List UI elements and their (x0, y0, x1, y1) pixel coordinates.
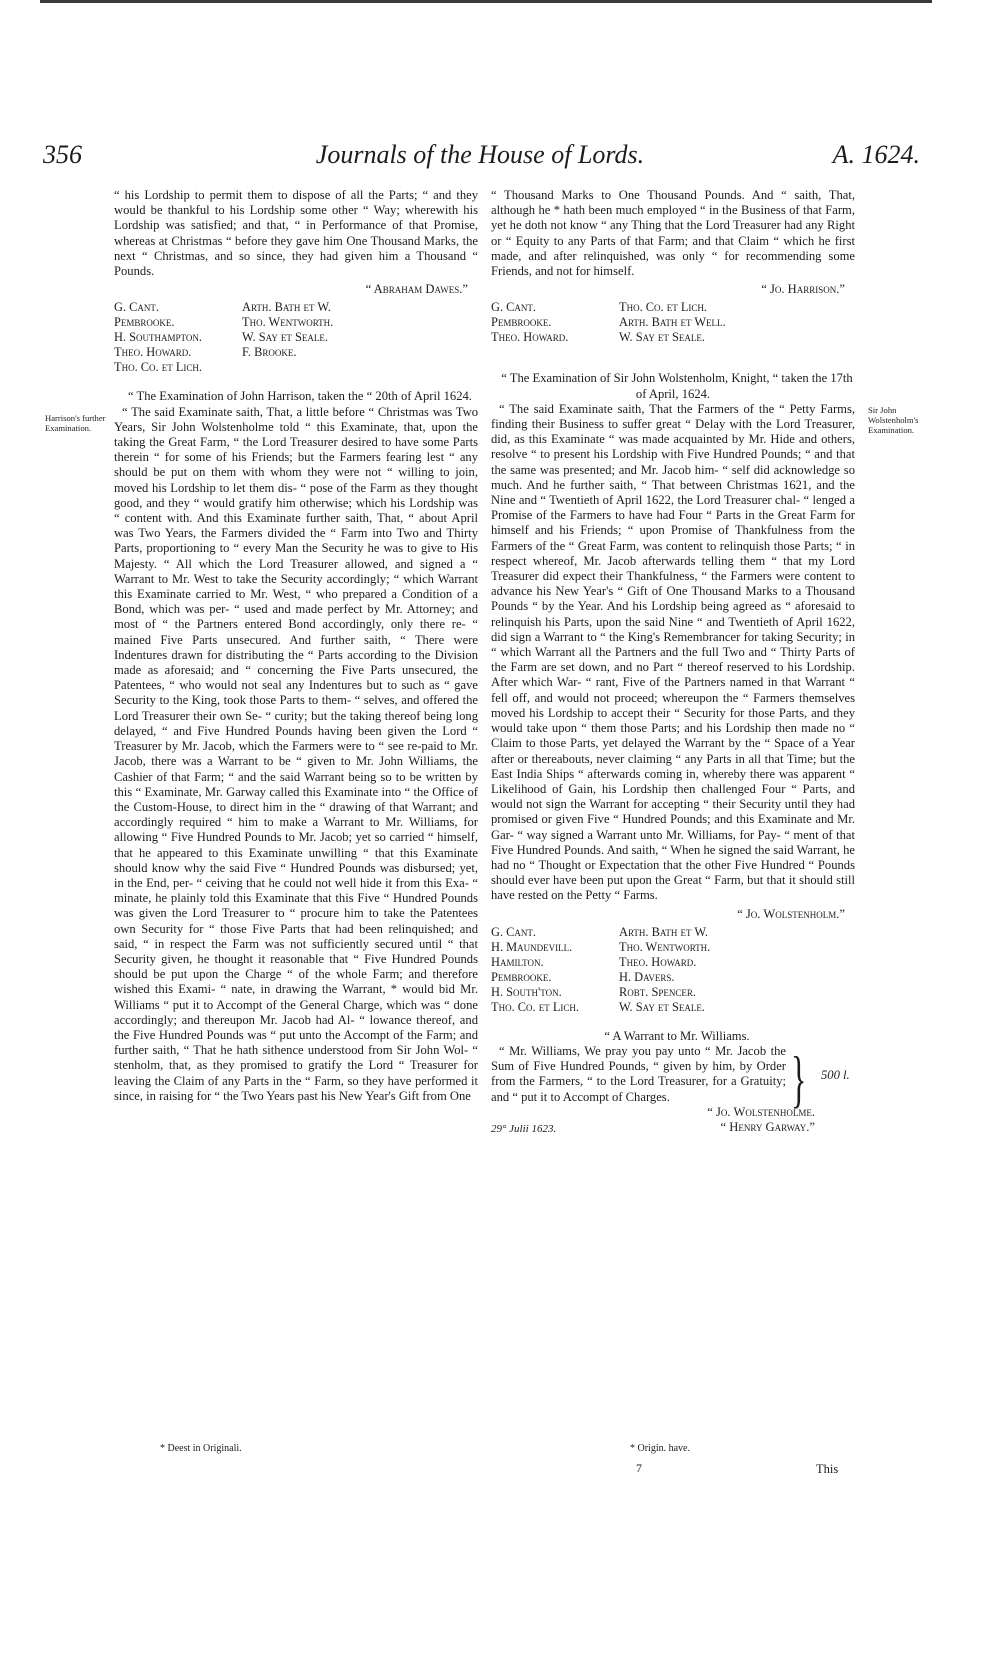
signatory: Tho. Co. et Lich. (619, 300, 707, 315)
signature-wolstenholm: “ Jo. Wolstenholm.” (737, 906, 845, 921)
signatory: Robt. Spencer. (619, 984, 696, 999)
signature-harrison: “ Jo. Harrison.” (761, 282, 845, 297)
top-rule (40, 0, 932, 3)
signatories-left-1 (114, 300, 478, 375)
signature-dawes: “ Abraham Dawes.” (365, 282, 468, 297)
signatories-right-1 (491, 300, 855, 345)
signatory: F. Brooke. (242, 345, 297, 360)
signatory: Theo. Howard. (619, 954, 697, 969)
footnote-left: * Deest in Originali. (160, 1443, 242, 1454)
warrant-signature-2: “ Henry Garway.” (720, 1119, 815, 1134)
warrant-signatures (491, 1105, 855, 1137)
catchword: This (816, 1462, 839, 1476)
signatory: Pembrooke. (114, 315, 175, 330)
warrant-date: 29° Julii 1623. (491, 1122, 557, 1135)
signatory: H. Davers. (619, 969, 675, 984)
harrison-exam-text: “ The said Examinate saith, That, a little before “ Christmas was Two Years, Sir John Wolstenholme told “ this Examinate, that, upon the taking the Great Farm, “ the Lord Treasurer desired to have some Parts therein “ for some of his Friends; but the Farmers fearing lest “ any should be put on them with whom they were not “ willing to join, moved his Lordship to let them dis- “ pose of the Farm as they thought good, and they “ would gratify him otherwise; which his Lordship was “ content with. And this Examinate further saith, That, “ about April was Two Years, the Farmers divided the “ Farm into Two and Thirty Parts, proportioning to “ every Man the Security he was to give to His Majesty. “ All which the Lord Treasurer allowed, and signed a “ Warrant to Mr. West to take the Security accordingly; “ which Warrant this Examinate carried to Mr. West, “ who prepared a Condition of a Bond, which was per- “ used and made perfect by Mr. Attorney; and most of “ the Partners entered Bond accordingly, only there re- “ mained Five Parts unsecured. And further saith, “ There were Indentures drawn for distributing the “ Parts according to the Division made as aforesaid; and “ concerning the Five Parts unsecured, the Patentees, “ who would not seal any Indentures but to such as “ gave Security to the King, took those Parts to them- “ selves, and offered the Lord Treasurer their own Se- “ curity; but the taking thereof being long delayed, “ and Five Hundred Pounds having been given the Lord “ Treasurer by Mr. Jacob, which the Farmers were to “ see re-paid to Mr. Jacob, there was a Warrant to be “ given to Mr. John Williams, the Cashier of that Farm; “ and the said Warrant being so to be written by this “ Examinate, Mr. Garway called this Examinate into “ the Office of the Custom-House, to direct him in the “ drawing of that Warrant; and accordingly required “ him to make a Warrant to Mr. Williams, for allowing “ Five Hundred Pounds to Mr. Jacob; yet so carried “ himself, that he appeared to this Examinate unwilling “ that this Examinate should know why the said Five “ Hundred Pounds was disbursed; yet, in the End, per- “ ceiving that he could not well hide it from this Exa- “ minate, he plainly told this Examinate that this Five “ Hundred Pounds was given the Lord Treasurer to “ procure him to take the Patentees own Security for “ those Five Parts that had been relinquished; and said, “ in respect the Farm was not sufficiently secured until “ that Security given, he thought it reasonable that “ Five Hundred Pounds should be put upon the Charge “ of the whole Farm; and therefore wished this Exami- “ nate, in drawing the Warrant, * would bid Mr. Williams “ put it to Accompt of the General Charge, which was “ done accordingly; and thereupon Mr. Jacob had Al- “ lowance thereof, and the Five Hundred Pounds was “ put unto the Accompt of the Farm; and further saith, “ That he hath sithence understood from Sir John Wol- “ stenholm, that, as they promised to gratify the Lord “ Treasurer for leaving the Claim of any Parts in the “ Farm, so they have performed it since, in raising for “ the Two Years past his New Year's Gift from One (114, 404, 478, 1103)
warrant-heading: “ A Warrant to Mr. Williams. (604, 1028, 750, 1043)
brace-glyph: } (791, 1042, 807, 1114)
signatory: Theo. Howard. (114, 345, 192, 360)
signatory: Theo. Howard. (491, 330, 569, 345)
signatory: Tho. Wentworth. (619, 939, 711, 954)
continuation-text: “ his Lordship to permit them to dispose of all the Parts; “ and they would be thankful to his Lordship some other “ Way; wherewith his Lordship was satisfied; and that, “ in Performance of that Promise, whereas at Christmas “ before they gave him One Thousand Marks, the next “ Christmas, and so since, they had given him a Thousand “ Pounds. (114, 188, 478, 279)
signatory: Hamilton. (491, 954, 544, 969)
signatory: G. Cant. (491, 924, 537, 939)
running-year: A. 1624. (832, 140, 920, 169)
warrant-text: “ Mr. Williams, We pray you pay unto “ Mr. Jacob the Sum of Five Hundred Pounds, “ given by him, by Order from the Farmers, “ to the Lord Treasurer, for a Gratuity; and “ put it to Accompt of Charges. (491, 1043, 786, 1104)
signatory: W. Say et Seale. (619, 999, 705, 1014)
right-column (491, 188, 855, 1137)
signatory: Arth. Bath et W. (619, 924, 708, 939)
signatory (242, 360, 478, 375)
wolstenholm-exam-heading: “ The Examination of Sir John Wolstenholm, Knight, “ taken the 17th of April, 1624. (501, 371, 853, 401)
signatory: W. Say et Seale. (242, 330, 328, 345)
signatory: H. Maundevill. (491, 939, 573, 954)
signatory: H. Southampton. (114, 330, 202, 345)
page-number: 356 (43, 140, 82, 169)
margin-note-wolstenholm: Sir John Wolstenholm's Examination. (868, 405, 919, 435)
signatory: G. Cant. (114, 300, 160, 315)
signatory: Pembrooke. (491, 969, 552, 984)
signatory: Pembrooke. (491, 315, 552, 330)
wolstenholm-exam-text: “ The said Examinate saith, That the Farmers of the “ Petty Farms, finding their Business to suffer great “ Delay with the Lord Treasurer, did, as this Examinate “ was made acquainted by Mr. Hide and others, resolve “ to present his Lordship with Five Hundred Pounds; “ and that the same was presented; and Mr. Jacob him- “ self did acknowledge so much. And he further saith, “ That between Christmas 1621, and the Nine and “ Twentieth of April 1622, the Lord Treasurer chal- “ lenged a Promise of the Farmers to have had Four “ Parts in the Great Farm for himself and his Friends; “ upon Promise of Thankfulness from the Farmers of the “ Great Farm, was content to relinquish those Parts; “ in respect whereof, Mr. Jacob afterwards telling them “ that my Lord Treasurer did expect their Thankfulness, “ the Farmers were content to advance his New Year's “ Gift of One Thousand Marks to a Thousand Pounds “ by the Year. And his Lordship being agreed as “ aforesaid to relinquish his Parts, upon the said Nine “ and Twentieth of April 1622, did sign a Warrant to “ the King's Remembrancer for taking Security; in “ which Warrant all the Partners and the full Two and “ Thirty Parts of the Farm are set down, and no Part “ thereof reserved to his Lordship. After which War- “ rant, Five of the Partners named in that Warrant “ fell off, and would not proceed; whereupon the “ Farmers themselves moved his Lordship to accept their “ Security for those Parts, and they would take upon “ them those Parts; and his Lordship then made no “ Claim to those Parts, yet delayed the Warrant by the “ Space of a Year after or thereabouts, never claiming “ any Parts in all that Time; but the East India Ships “ afterwards coming in, whereby there was apparent “ Likelihood of Gain, his Lordship then challenged Four “ Parts, and would not sign the Warrant for accepting “ their Security until they had promised or given Five “ Hundred Pounds; and this Examinate and Mr. Gar- “ way signed a Warrant unto Mr. Williams, for Pay- “ ment of that Five Hundred Pounds. And saith, “ When he signed the said Warrant, he had no “ Thought or Expectation that the other Five Hundred “ Pounds should ever have been put upon the Great “ Farm, but that it should still have rested on the Petty “ Farms. (491, 401, 855, 903)
left-column (114, 188, 478, 1104)
footnote-right: * Origin. have. (630, 1443, 690, 1454)
signatory: Tho. Co. et Lich. (491, 999, 579, 1014)
signatory: Arth. Bath et W. (242, 300, 331, 315)
signatories-right-2 (491, 925, 855, 1015)
page-header (40, 140, 920, 180)
signatory: H. South'ton. (491, 984, 562, 999)
signatory: Arth. Bath et Well. (619, 315, 726, 330)
signature-mark: 7 (636, 1461, 642, 1475)
signatory: G. Cant. (491, 300, 537, 315)
signatory: W. Say et Seale. (619, 330, 705, 345)
signatory: Tho. Co. et Lich. (114, 360, 202, 375)
warrant-signature-1: “ Jo. Wolstenholme. (707, 1104, 815, 1119)
warrant-amount: 500 l. (821, 1067, 850, 1082)
margin-note-harrison: Harrison's further Examination. (45, 413, 106, 433)
harrison-exam-heading: “ The Examination of John Harrison, taken the “ 20th of April 1624. (128, 389, 472, 404)
continuation-text: “ Thousand Marks to One Thousand Pounds. And “ saith, That, although he * hath been much employed “ in the Business of that Farm, yet he doth not know “ any Thing that the Lord Treasurer had any Right or “ Equity to any Parts of that Farm; and that Claim “ which he first made, and after relinquished, was only “ for recommending some Friends, and not for himself. (491, 188, 855, 279)
signatory: Tho. Wentworth. (242, 315, 334, 330)
running-title: Journals of the House of Lords. (315, 140, 645, 169)
